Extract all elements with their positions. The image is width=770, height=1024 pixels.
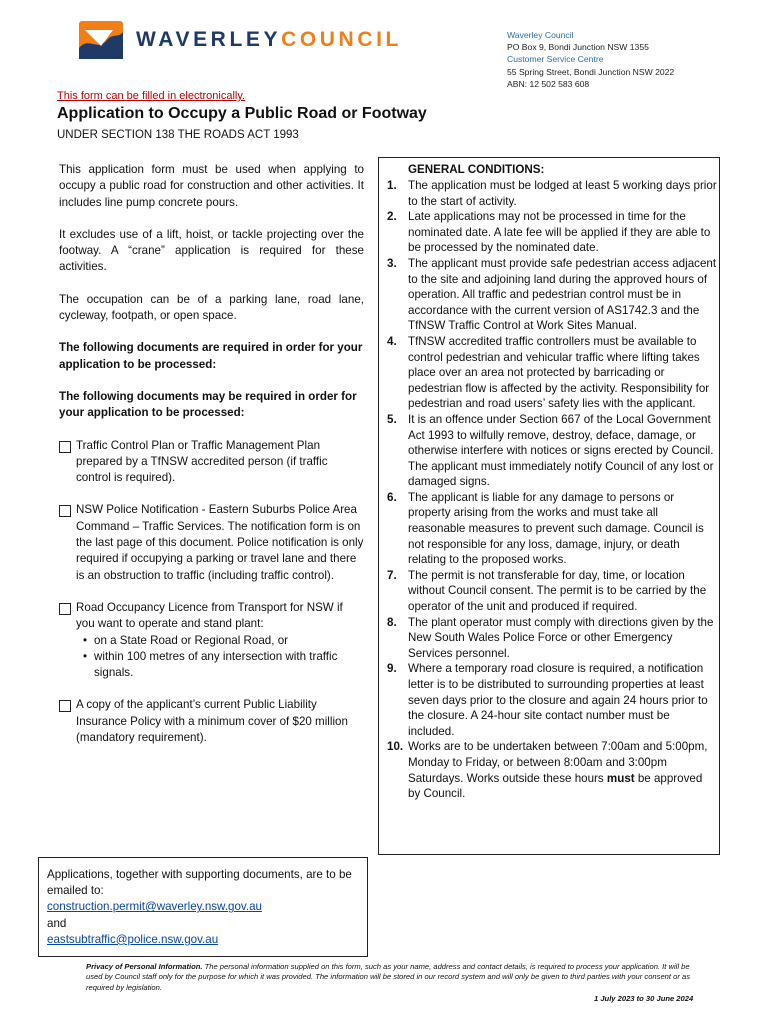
logo-wordmark: WAVERLEYCOUNCIL <box>136 28 402 51</box>
construction-permit-email-link[interactable]: construction.permit@waverley.nsw.gov.au <box>47 900 262 914</box>
condition-item: 6. The applicant is liable for any damage to persons or property arising from the works and must take all reasonable measures to prevent such damage. Council is not responsible for any loss, damage, injury, or death relating to the proposed works. <box>387 490 704 567</box>
condition-item: 2. Late applications may not be processed in time for the nominated date. A late fee will be applied if they are able to be processed by the nominated date. <box>387 210 711 255</box>
email-instructions: Applications, together with supporting documents, are to be emailed to: <box>47 868 352 898</box>
checklist-item-traffic-plan <box>59 438 364 487</box>
general-conditions-heading: GENERAL CONDITIONS: <box>408 163 545 176</box>
page-title: Application to Occupy a Public Road or Footway <box>57 105 427 122</box>
police-traffic-email-link[interactable]: eastsubtraffic@police.nsw.gov.au <box>47 932 219 946</box>
contact-org: Waverley Council <box>507 30 574 40</box>
page-subtitle: UNDER SECTION 138 THE ROADS ACT 1993 <box>57 129 299 141</box>
contact-centre: Customer Service Centre <box>507 54 604 65</box>
waverley-council-logo <box>79 18 402 63</box>
checklist-item-label: Traffic Control Plan or Traffic Management Plan prepared by a TfNSW accredited person (if traffic control is required). <box>76 438 328 485</box>
checkbox[interactable] <box>59 441 71 453</box>
checklist-item-label: Road Occupancy Licence from Transport for NSW if you want to operate and stand plant: <box>76 600 343 631</box>
privacy-text: The personal information supplied on this form, such as your name, address and contact details, is required to process your application. It will be used by Council staff only for the purpose for which it was provided. The information will be stored in our record system and will only be given to third parties with your consent or as required by legislation. <box>86 962 690 992</box>
submission-email-box <box>38 857 368 957</box>
checklist-item-public-liability <box>59 697 364 746</box>
plant-conditions-list <box>76 633 364 682</box>
condition-item: 1. The application must be lodged at least 5 working days prior to the start of activity. <box>387 179 717 208</box>
checklist-item-label: NSW Police Notification - Eastern Suburbs Police Area Command – Traffic Services. The notification form is on the last page of this document. Police notification is only required if occupying a parking or travel lane and there is an obstruction to traffic (including traffic control). <box>76 503 364 582</box>
condition-item: 3. The applicant must provide safe pedestrian access adjacent to the site and adjoining land during the approved hours of operation. All traffic and pedestrian control must be in accordance with the current version of AS1742.3 and the TfNSW Traffic Control at Work Sites Manual. <box>387 256 717 333</box>
contact-street: 55 Spring Street, Bondi Junction NSW 2022 <box>507 66 675 77</box>
required-documents-heading: The following documents are required in order for your application to be processed: <box>59 341 363 371</box>
intro-paragraph-2: It excludes use of a lift, hoist, or tackle projecting over the footway. A “crane” application is required for these activities. <box>59 227 364 274</box>
checkbox[interactable] <box>59 700 71 712</box>
general-conditions-list <box>387 178 717 802</box>
maybe-required-documents-heading: The following documents may be required in order for your application to be processed: <box>59 389 357 420</box>
and-text: and <box>47 916 67 930</box>
checklist-item-label: A copy of the applicant’s current Public Liability Insurance Policy with a minimum cover of $20 million (mandatory requirement). <box>76 698 348 745</box>
condition-item: 4. TfNSW accredited traffic controllers must be available to control pedestrian and vehicular traffic where lifting takes place over an area not protected by barricading or pedestrian flow is affected by the activity. Responsibility for pedestrian and road users’ safety lies with the applicant. <box>387 334 710 411</box>
condition-item: 7. The permit is not transferable for day, time, or location without Council consent. The permit is to be carried by the operator of the unit and produced if required. <box>387 568 707 614</box>
checklist-item-police-notification <box>59 502 364 583</box>
checklist-item-road-occupancy-licence <box>59 600 364 681</box>
checkbox[interactable] <box>59 603 71 615</box>
electronic-fill-note: This form can be filled in electronically. <box>57 90 246 102</box>
contact-po-box: PO Box 9, Bondi Junction NSW 1355 <box>507 42 649 53</box>
privacy-statement <box>86 962 696 993</box>
condition-item: 8. The plant operator must comply with directions given by the New South Wales Police Force or other Emergency Services personnel. <box>387 615 714 660</box>
condition-item: 10. Works are to be undertaken between 7:00am and 5:00pm, Monday to Friday, or between 8:00am and 3:00pm Saturdays. Works outside these hours must be approved by Council. <box>387 740 708 801</box>
checkbox[interactable] <box>59 505 71 517</box>
logo-mark-icon <box>79 18 129 62</box>
intro-column <box>59 162 364 746</box>
intro-paragraph-3: The occupation can be of a parking lane, road lane, cycleway, footpath, or open space. <box>59 292 364 323</box>
validity-date-range: 1 July 2023 to 30 June 2024 <box>594 994 694 1003</box>
condition-item: 9. Where a temporary road closure is required, a notification letter is to be distributed to surrounding properties at least seven days prior to the closure and again 24 hours prior to the closure. A 24-hour site contact number must be included. <box>387 662 708 738</box>
council-contact-block <box>507 29 674 90</box>
list-item: • on a State Road or Regional Road, or <box>82 633 288 647</box>
privacy-label: Privacy of Personal Information. <box>86 962 203 971</box>
intro-paragraph-1: This application form must be used when applying to occupy a public road for construction and other activities. It includes line pump concrete pours. <box>59 163 364 209</box>
list-item: • within 100 metres of any intersection with traffic signals. <box>82 649 338 680</box>
condition-item: 5. It is an offence under Section 667 of the Local Government Act 1993 to wilfully remove, destroy, deface, damage, or otherwise interfere with notices or signs erected by Council. The applicant must immediately notify Council of any lost or damaged signs. <box>387 412 714 489</box>
contact-abn: ABN: 12 502 583 608 <box>507 78 590 89</box>
